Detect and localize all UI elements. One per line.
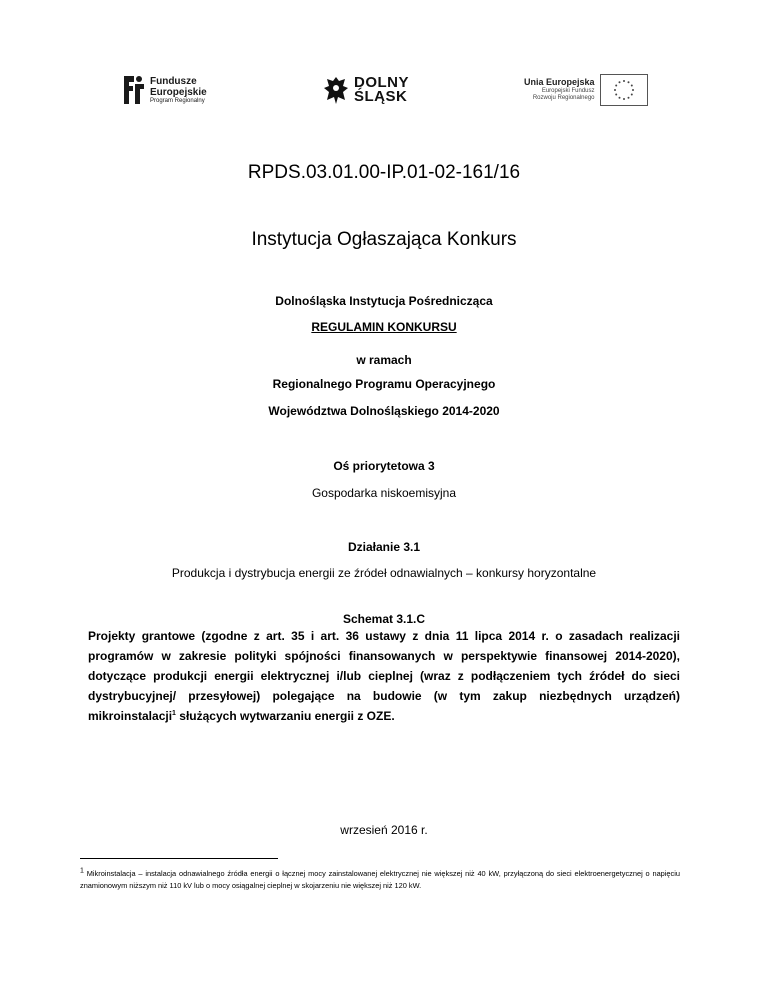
program-line1: Regionalnego Programu Operacyjnego [272, 377, 496, 391]
footnote [80, 868, 680, 892]
axis-name: Gospodarka niskoemisyjna [311, 486, 457, 500]
fe-emblem-icon [120, 74, 146, 106]
fe-line1: Fundusze [150, 75, 197, 87]
institution-name: Dolnośląska Instytucja Pośrednicząca [275, 294, 493, 308]
institution-heading: Instytucja Ogłaszająca Konkurs [251, 229, 517, 250]
dolny-slask-logo [323, 70, 409, 110]
footnote-separator [80, 858, 278, 859]
fe-line2: Europejskie [150, 86, 207, 98]
unia-europejska-logo [524, 70, 648, 110]
scheme-desc-part1: Projekty grantowe (zgodne z art. 35 i art. 36 ustawy z dnia 11 lipca 2014 r. o zasadach realizacji programów w zakresie polityki spójności finansowanych w perspektywie finansowej 2014-2020), dotyczące produkcji energii elektrycznej i/lub cieplnej (wraz z podłączeniem tych źródeł do sieci dystrybucyjnej/ przesyłowej) polegające na budowie (w tym zakup niezbędnych urządzeń) mikroinstalacji [88, 629, 680, 723]
ue-line1: Unia Europejska [524, 77, 595, 88]
footnote-reference: 1 [172, 710, 176, 717]
fundusze-europejskie-logo [120, 70, 207, 110]
within-label: w ramach [356, 353, 412, 367]
program-line2: Województwa Dolnośląskiego 2014-2020 [268, 404, 500, 418]
ue-line3: Rozwoju Regionalnego [532, 94, 595, 101]
footnote-number: 1 [80, 867, 84, 875]
eu-flag-icon [600, 74, 648, 106]
axis-label: Oś priorytetowa 3 [333, 459, 435, 473]
document-code: RPDS.03.01.00-IP.01-02-161/16 [247, 162, 521, 183]
action-name: Produkcja i dystrybucja energii ze źródeł odnawialnych – konkursy horyzontalne [171, 566, 597, 580]
scheme-desc-part2: służących wytwarzaniu energii z OZE. [175, 709, 395, 723]
scheme-label: Schemat 3.1.C [342, 612, 426, 626]
document-date: wrzesień 2016 r. [340, 823, 428, 837]
logo-bar [0, 70, 768, 110]
regulation-title: REGULAMIN KONKURSU [311, 320, 457, 334]
footnote-text: Mikroinstalacja – instalacja odnawialnego źródła energii o łącznej mocy zainstalowanej elektrycznej nie większej niż 40 kW, przyłączoną do sieci elektroenergetycznej o napięciu znamionowym niższym niż 110 kV lub o mocy osiągalnej cieplnej w skojarzeniu nie większej niż 120 kW. [80, 869, 680, 890]
eagle-crest-icon [323, 74, 349, 106]
fe-line3: Program Regionalny [150, 97, 205, 104]
scheme-description [88, 626, 680, 726]
action-label: Działanie 3.1 [347, 540, 421, 554]
ds-line2: ŚLĄSK [354, 88, 408, 105]
ds-line1: DOLNY [354, 74, 409, 91]
ue-line2: Europejski Fundusz [541, 88, 595, 95]
